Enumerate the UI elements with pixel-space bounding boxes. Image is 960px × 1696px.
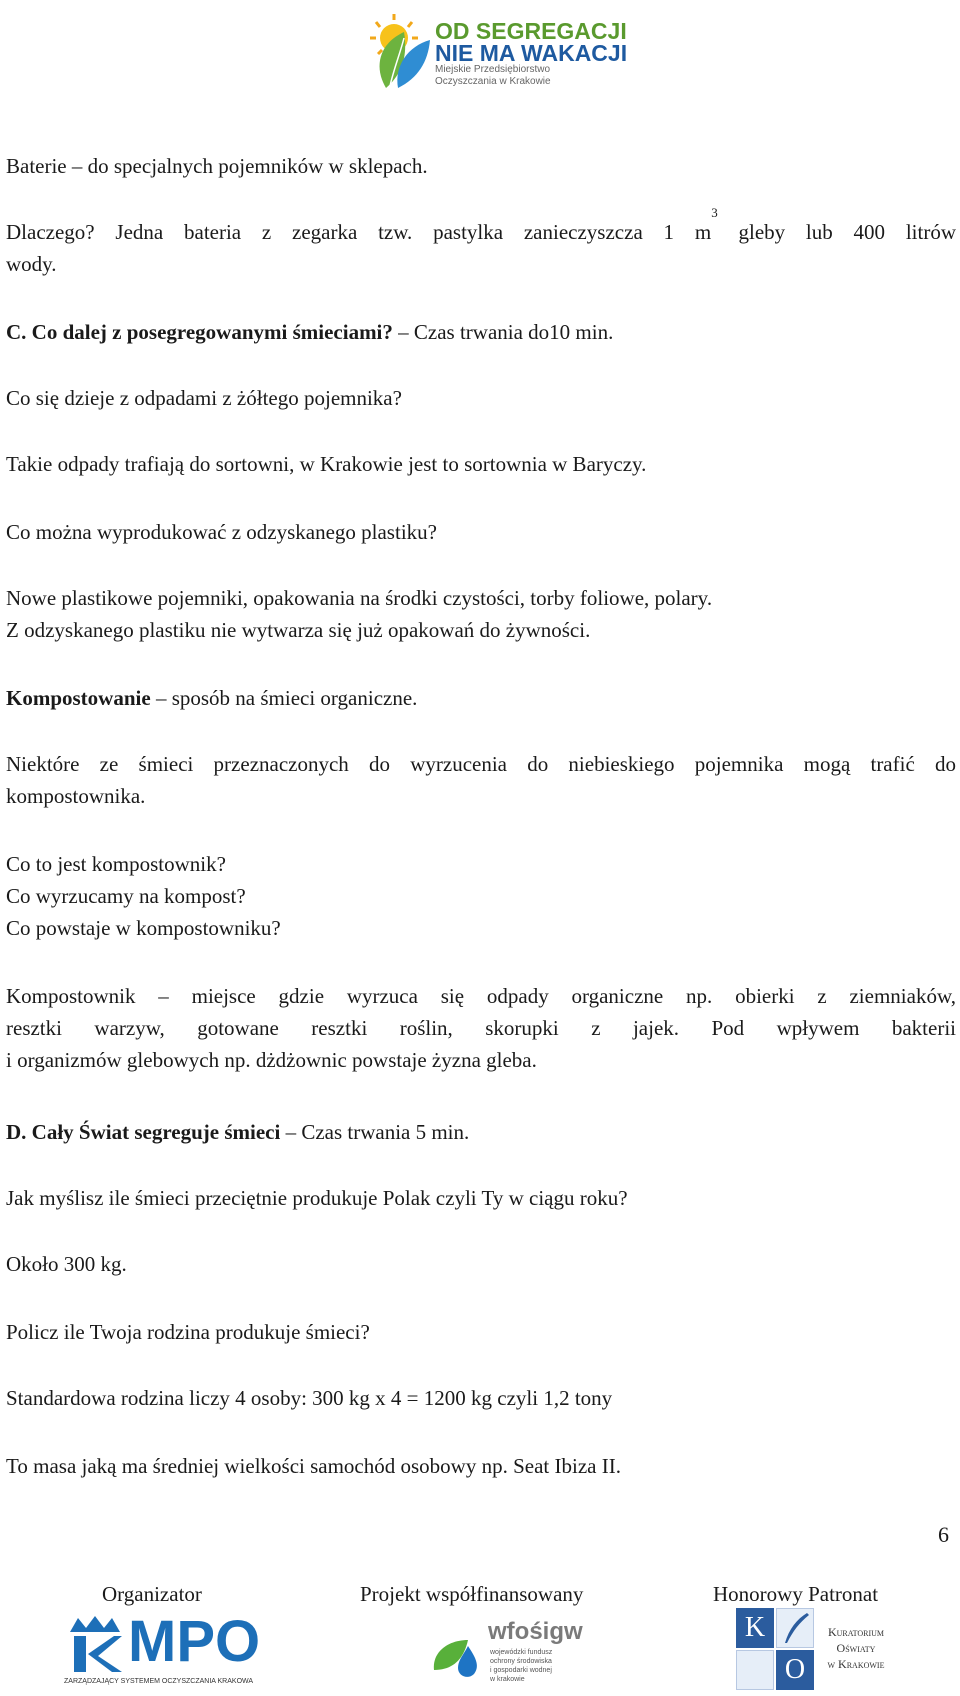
paragraph-sorting: Takie odpady trafiają do sortowni, w Krakowie jest to sortownia w Baryczy. — [6, 452, 647, 476]
paragraph-composter-definition — [6, 980, 956, 1076]
paragraph-plastic-line-1: Nowe plastikowe pojemniki, opakowania na środki czystości, torby foliowe, polary. — [6, 586, 713, 610]
paragraph-plastic-products — [6, 582, 956, 646]
question-what-is-composter: Co to jest kompostownik? — [6, 852, 226, 876]
comparison-car: To masa jaką ma średniej wielkości samochód osobowy np. Seat Ibiza II. — [6, 1454, 621, 1478]
kuratorium-pen-tile — [776, 1608, 814, 1648]
logo-sub-1: Miejskie Przedsiębiorstwo — [435, 64, 551, 75]
paragraph-plastic-line-2: Z odzyskanego plastiku nie wytwarza się już opakowań do żywności. — [6, 618, 591, 642]
paragraph-why-line-2: wody. — [6, 252, 57, 276]
paragraph-composting-line-1: Niektóre ze śmieci przeznaczonych do wyrzucenia do niebieskiego pojemnika mogą trafić do — [6, 752, 956, 776]
definition-line-2: resztki warzyw, gotowane resztki roślin, skorupki z jajek. Pod wpływem bakterii — [6, 1016, 956, 1040]
question-what-forms: Co powstaje w kompostowniku? — [6, 916, 281, 940]
kuratorium-o-tile: O — [776, 1650, 814, 1690]
paragraph-batteries: Baterie – do specjalnych pojemników w sklepach. — [6, 154, 428, 178]
question-family-waste: Policz ile Twoja rodzina produkuje śmieci? — [6, 1320, 370, 1344]
answer-300kg: Około 300 kg. — [6, 1252, 127, 1276]
kuratorium-blank-tile — [736, 1650, 774, 1690]
composting-heading: Kompostowanie – sposób na śmieci organiczne. — [6, 686, 418, 710]
quill-pen-icon — [777, 1609, 813, 1647]
question-how-much-waste: Jak myślisz ile śmieci przeciętnie produkuje Polak czyli Ty w ciągu roku? — [6, 1186, 628, 1210]
logo-sub-2: Oczyszczania w Krakowie — [435, 76, 551, 87]
section-c-heading: C. Co dalej z posegregowanymi śmieciami? – Czas trwania do10 min. — [6, 320, 614, 344]
definition-line-3: i organizmów glebowych np. dżdżownic powstaje żyzna gleba. — [6, 1048, 537, 1072]
organizer-label: Organizator — [102, 1582, 202, 1606]
section-d-heading: D. Cały Świat segreguje śmieci – Czas trwania 5 min. — [6, 1120, 470, 1144]
od-segregacji-logo-text — [435, 20, 627, 88]
kuratorium-k-tile: K — [736, 1608, 774, 1648]
logo-line-2: NIE MA WAKACJI — [435, 40, 628, 66]
logo-line-1: OD SEGREGACJI — [435, 18, 627, 44]
patron-label: Honorowy Patronat — [713, 1582, 879, 1606]
kuratorium-logo — [736, 1608, 896, 1692]
question-plastic: Co można wyprodukować z odzyskanego plastiku? — [6, 520, 437, 544]
question-what-to-compost: Co wyrzucamy na kompost? — [6, 884, 246, 908]
composting-questions — [6, 848, 956, 944]
paragraph-why-line-1: Dlaczego? Jedna bateria z zegarka tzw. pastylka zanieczyszcza 1 $m^3$ gleby lub 400 litrów — [6, 205, 957, 244]
crown-k-icon — [64, 1614, 126, 1676]
wfosigw-logo — [428, 1618, 583, 1690]
paragraph-composting-line-2: kompostownika. — [6, 784, 146, 808]
paragraph-why — [6, 205, 957, 280]
mpo-logo — [64, 1609, 261, 1690]
page-number: 6 — [938, 1522, 949, 1547]
question-yellow-bin: Co się dzieje z odpadami z żółtego pojemnika? — [6, 386, 402, 410]
cofinance-label: Projekt współfinansowany — [360, 1582, 584, 1606]
kuratorium-name: Kuratorium Oświaty w Krakowie — [827, 1625, 885, 1671]
wfosigw-logo-text: wfośigw — [488, 1618, 583, 1645]
mpo-logo-text: MPO — [128, 1609, 261, 1674]
mpo-tagline: ZARZĄDZAJĄCY SYSTEMEM OCZYSZCZANIA KRAKOWA — [64, 1678, 254, 1685]
calculation-family: Standardowa rodzina liczy 4 osoby: 300 kg x 4 = 1200 kg czyli 1,2 tony — [6, 1386, 613, 1410]
water-drop-leaf-icon — [428, 1626, 486, 1684]
wfosigw-subtext: wojewódzki fundusz ochrony środowiska i gospodarki wodnej w krakowie — [490, 1649, 553, 1683]
definition-line-1: Kompostownik – miejsce gdzie wyrzuca się odpady organiczne np. obierki z ziemniaków, — [6, 984, 956, 1008]
paragraph-composting — [6, 748, 956, 812]
